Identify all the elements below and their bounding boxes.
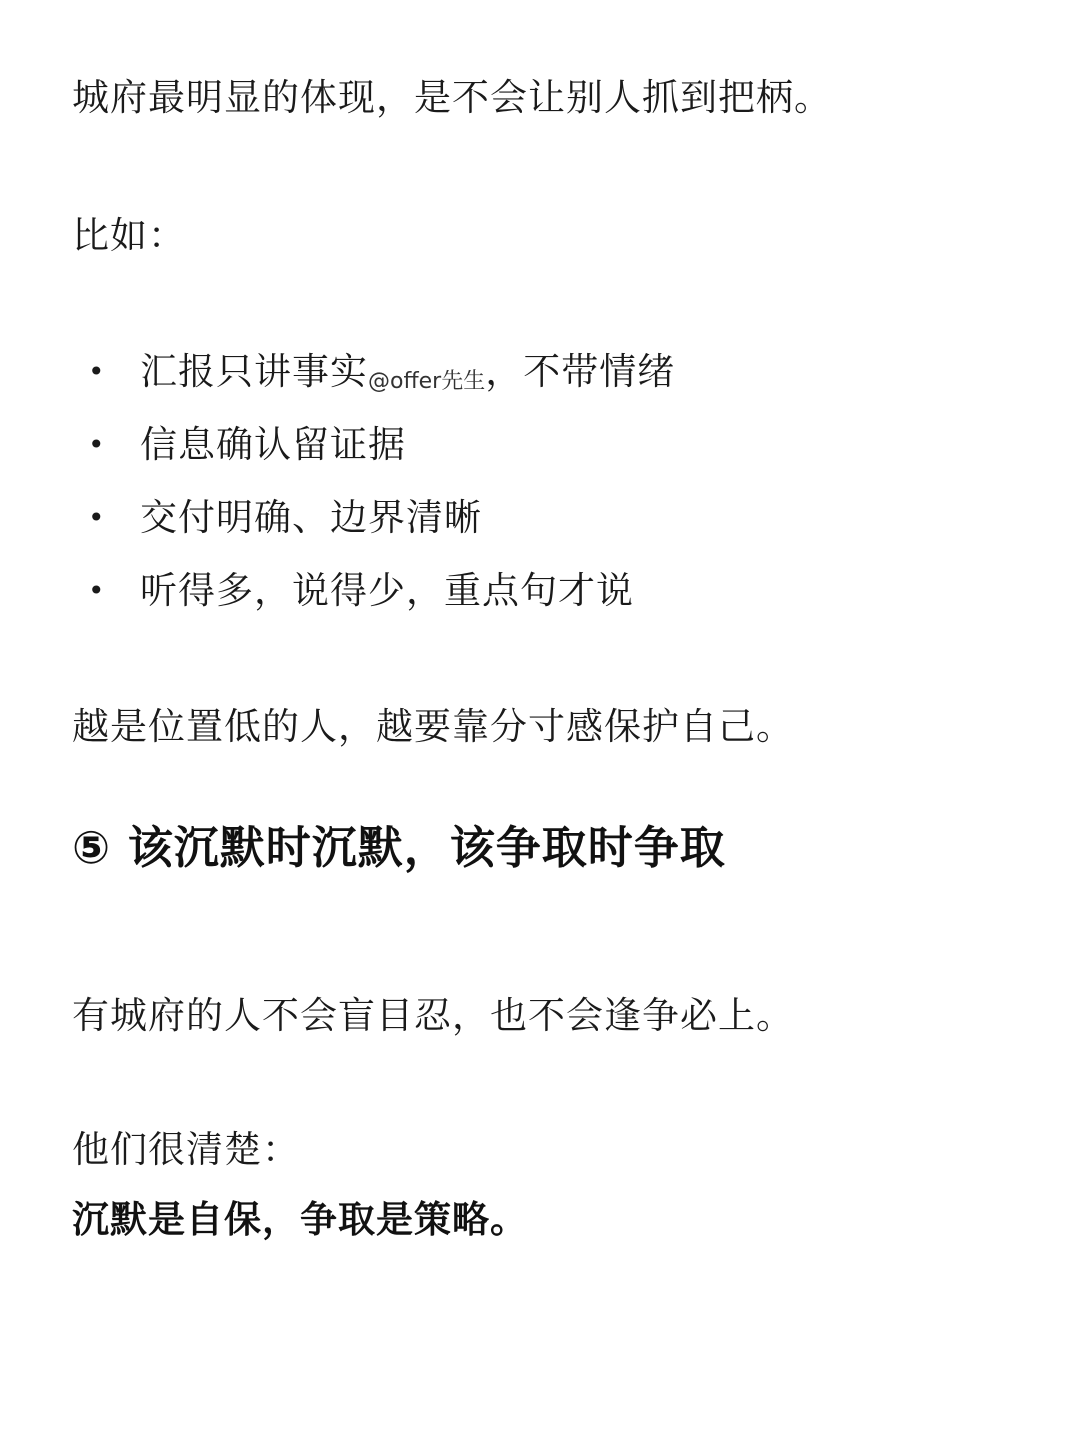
paragraph-example-lead: 比如： [72, 214, 186, 257]
paragraph-conclusion: 越是位置低的人，越要靠分寸感保护自己。 [72, 705, 794, 748]
bullet-dot-icon: • [88, 574, 106, 607]
paragraph-they-know: 他们很清楚： [72, 1128, 300, 1171]
list-item-text: 汇报只讲事实 [140, 350, 368, 393]
list-item [88, 419, 406, 471]
bullet-dot-icon: • [88, 501, 106, 534]
list-item-text-continued: ，不带情绪 [485, 350, 676, 393]
section-heading: ⑤ 该沉默时沉默，该争取时争取 [72, 821, 726, 874]
list-item-text: 听得多，说得少，重点句才说 [140, 569, 634, 612]
paragraph-intro: 城府最明显的体现，是不会让别人抓到把柄。 [72, 76, 832, 119]
list-item-text: 信息确认留证据 [140, 423, 406, 466]
paragraph-bold-summary: 沉默是自保，争取是策略。 [72, 1198, 528, 1241]
paragraph-section-intro: 有城府的人不会盲目忍，也不会逢争必上。 [72, 994, 794, 1037]
bullet-dot-icon: • [88, 355, 106, 388]
list-item [88, 346, 675, 408]
list-item [88, 492, 482, 544]
watermark-text: @offer先生 [368, 369, 486, 394]
bullet-dot-icon: • [88, 428, 106, 461]
list-item-text: 交付明确、边界清晰 [140, 496, 482, 539]
list-item [88, 565, 634, 617]
